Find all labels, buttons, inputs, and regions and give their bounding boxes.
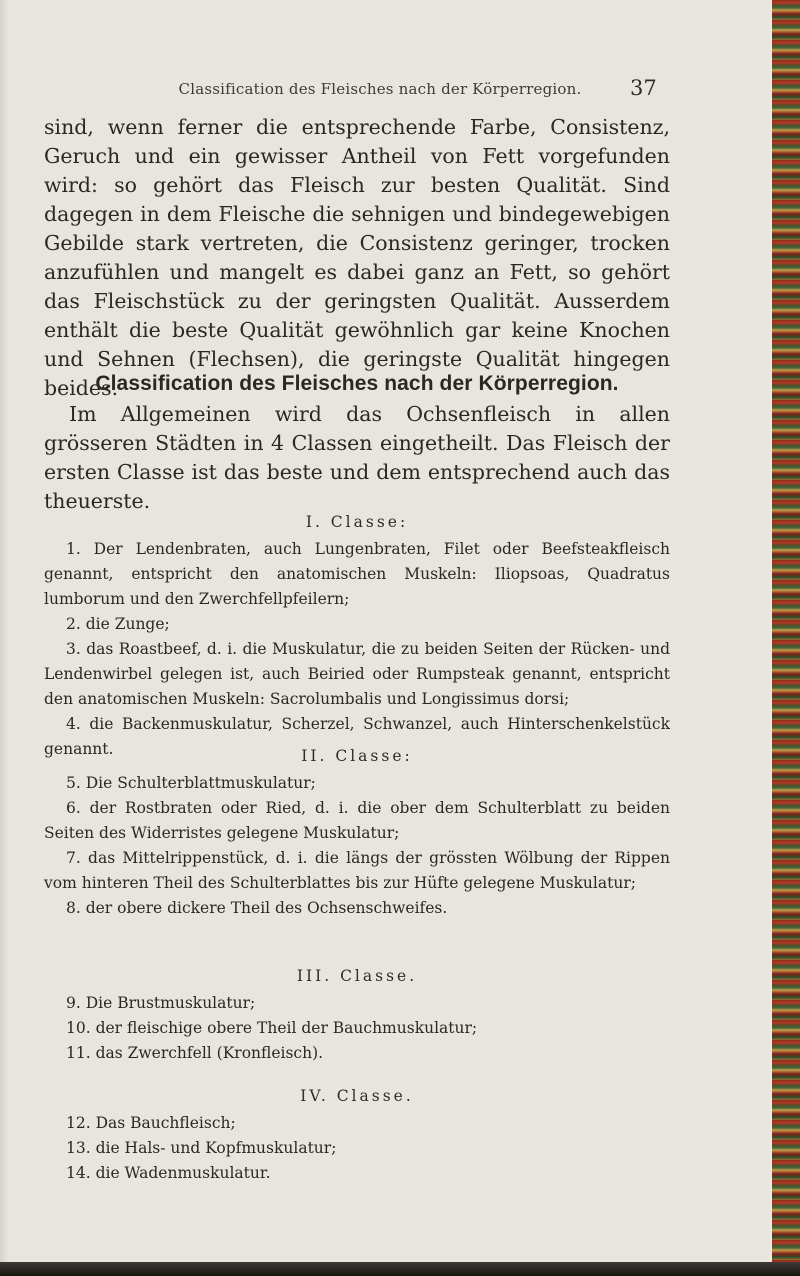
- class-2-items: [44, 771, 670, 921]
- book-spine: [772, 0, 800, 1276]
- list-item: 10. der fleischige obere Theil der Bauchmuskulatur;: [66, 1019, 478, 1037]
- page-gutter-shadow: [0, 0, 8, 1262]
- list-item: 13. die Hals- und Kopfmuskulatur;: [66, 1139, 337, 1157]
- list-item: 1. Der Lendenbraten, auch Lungenbraten, Filet oder Beefsteakfleisch genannt, entspricht den anatomischen Muskeln: Iliopsoas, Quadratus lumborum und den Zwerchfellpfeilern;: [44, 540, 670, 608]
- class-heading-2: II. Classe:: [301, 747, 413, 765]
- class-heading-1: I. Classe:: [305, 513, 409, 531]
- class-3-items: [44, 991, 670, 1066]
- list-item: 14. die Wadenmuskulatur.: [66, 1164, 271, 1182]
- running-head: Classification des Fleisches nach der Körperregion.: [178, 80, 582, 98]
- list-item: 6. der Rostbraten oder Ried, d. i. die ober dem Schulterblatt zu beiden Seiten des Widerristes gelegene Muskulatur;: [44, 799, 670, 842]
- opening-paragraph: sind, wenn ferner die entsprechende Farbe, Consistenz, Geruch und ein gewisser Antheil von Fett vorgefunden wird: so gehört das Fleisch zur besten Qualität. Sind dagegen in dem Fleische die sehnigen und bindegewebigen Gebilde stark vertreten, die Consistenz geringer, trocken anzufühlen und mangelt es dabei ganz an Fett, so gehört das Fleischstück zu der geringsten Qualität. Ausserdem enthält die beste Qualität gewöhnlich gar keine Knochen und Sehnen (Flechsen), die geringste Qualität hingegen beides.: [44, 115, 670, 400]
- page-number: 37: [630, 76, 657, 100]
- section-heading: Classification des Fleisches nach der Körperregion.: [95, 372, 619, 395]
- list-item: 3. das Roastbeef, d. i. die Muskulatur, die zu beiden Seiten der Rücken- und Lendenwirbel gelegen ist, auch Beiried oder Rumpsteak genannt, entspricht den anatomischen Muskeln: Sacrolumbalis und Longissimus dorsi;: [44, 640, 670, 708]
- list-item: 5. Die Schulterblattmuskulatur;: [66, 774, 316, 792]
- list-item: 12. Das Bauchfleisch;: [66, 1114, 236, 1132]
- class-4-items: [44, 1111, 670, 1186]
- class-1-items: [44, 537, 670, 762]
- intro-paragraph: Im Allgemeinen wird das Ochsenfleisch in allen grösseren Städten in 4 Classen eingetheilt. Das Fleisch der ersten Classe ist das beste und dem entsprechend auch das theuerste.: [44, 402, 670, 513]
- list-item: 2. die Zunge;: [66, 615, 170, 633]
- list-item: 4. die Backenmuskulatur, Scherzel, Schwanzel, auch Hinterschenkelstück genannt.: [44, 715, 670, 758]
- list-item: 11. das Zwerchfell (Kronfleisch).: [66, 1044, 324, 1062]
- list-item: 9. Die Brustmuskulatur;: [66, 994, 256, 1012]
- class-heading-3: III. Classe.: [296, 967, 418, 985]
- class-heading-4: IV. Classe.: [300, 1087, 414, 1105]
- scan-bottom-edge: [0, 1262, 800, 1276]
- list-item: 7. das Mittelrippenstück, d. i. die längs der grössten Wölbung der Rippen vom hinteren Theil des Schulterblattes bis zur Hüfte gelegene Muskulatur;: [44, 849, 670, 892]
- list-item: 8. der obere dickere Theil des Ochsenschweifes.: [66, 899, 448, 917]
